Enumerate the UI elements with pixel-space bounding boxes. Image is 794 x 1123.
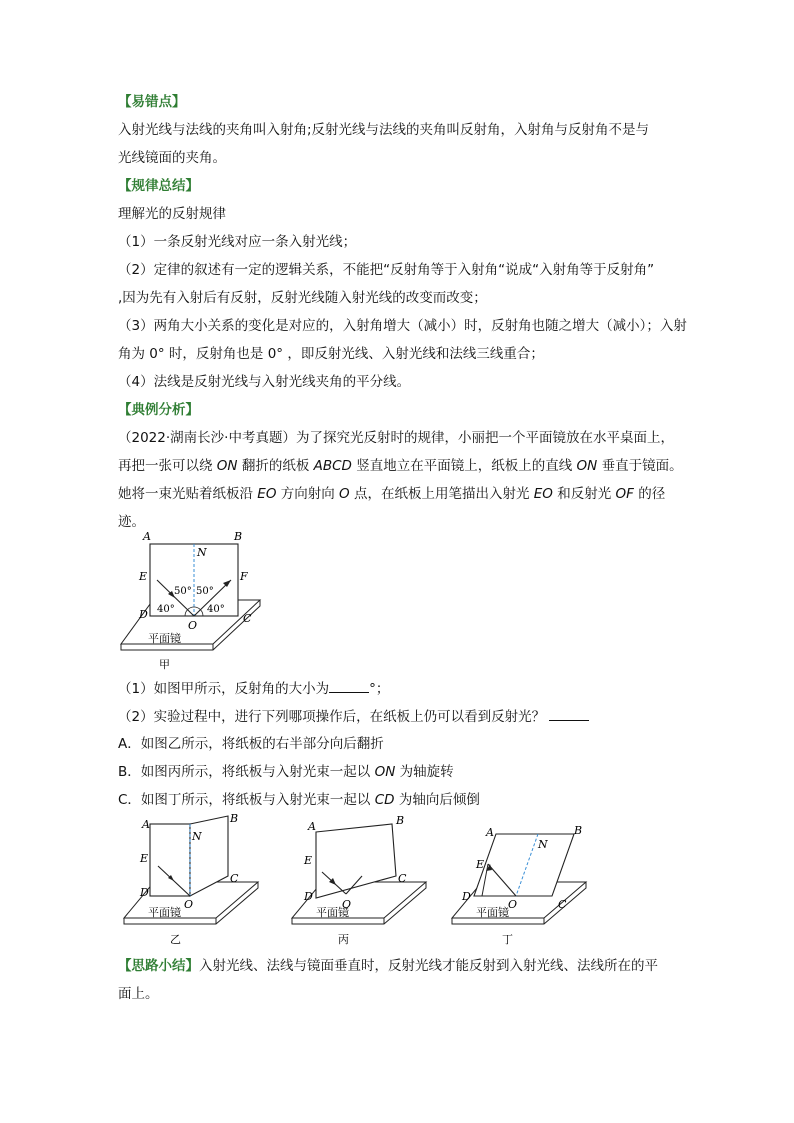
- board-left: [150, 824, 190, 896]
- label-d: D: [462, 890, 471, 903]
- answer-blank[interactable]: [549, 706, 589, 721]
- paragraph-line: （4）法线是反射光线与入射光线夹角的平分线。: [118, 374, 411, 390]
- figure-bing: [286, 812, 436, 952]
- paragraph-line: 入射光线与法线的夹角叫入射角;反射光线与法线的夹角叫反射角，入射角与反射角不是与: [118, 122, 650, 138]
- text: 为轴向后倾倒: [394, 792, 480, 808]
- label-a: A: [143, 530, 151, 543]
- text: 点，在纸板上用笔描出入射光: [349, 486, 534, 502]
- label-a: A: [142, 818, 150, 831]
- label-n: N: [197, 546, 207, 559]
- text: 再把一张可以绕: [118, 458, 217, 474]
- figure-yi: [118, 812, 268, 952]
- text: OF: [615, 486, 634, 502]
- text: EO: [533, 486, 553, 502]
- text: 的径: [633, 486, 666, 502]
- question-line: （2022·湖南长沙·中考真题）为了探究光反射时的规律，小丽把一个平面镜放在水平桌面上，: [118, 430, 674, 446]
- label-a: A: [308, 820, 316, 833]
- section-heading-summary: 【规律总结】: [118, 178, 199, 194]
- text: 翻折的纸板: [237, 458, 314, 474]
- label-o: O: [188, 619, 198, 632]
- label-b: B: [396, 814, 405, 827]
- text: 竖直地立在平面镜上，纸板上的直线: [351, 458, 577, 474]
- label-d: D: [139, 608, 148, 621]
- label-n: N: [192, 830, 202, 843]
- summary-line: 面上。: [118, 986, 159, 1002]
- angle-50-right: 50°: [196, 586, 214, 597]
- angle-40-right: 40°: [207, 604, 225, 615]
- label-b: B: [230, 812, 239, 825]
- summary-line: [118, 956, 658, 976]
- question-line: [118, 484, 665, 504]
- text: （2）实验过程中，进行下列哪项操作后，在纸板上仍可以看到反射光？: [118, 709, 546, 725]
- text: 方向射向: [276, 486, 340, 502]
- figure-ding: [446, 812, 596, 952]
- label-c: C: [558, 898, 567, 911]
- label-e: E: [304, 854, 313, 867]
- label-d: D: [140, 886, 149, 899]
- label-c: C: [230, 872, 239, 885]
- option-a: A．如图乙所示，将纸板的右半部分向后翻折: [118, 736, 384, 752]
- sub-question-2: [118, 706, 589, 727]
- option-c: [118, 790, 480, 810]
- sub-question-1: [118, 678, 389, 699]
- label-o: O: [342, 898, 352, 911]
- label-e: E: [476, 858, 485, 871]
- text: 为轴旋转: [395, 764, 454, 780]
- label-o: O: [184, 898, 194, 911]
- section-heading-example: 【典例分析】: [118, 402, 199, 418]
- text: 入射光线、法线与镜面垂直时，反射光线才能反射到入射光线、法线所在的平: [199, 958, 658, 974]
- text: 和反射光: [552, 486, 616, 502]
- label-b: B: [234, 530, 243, 543]
- angle-50-left: 50°: [174, 586, 192, 597]
- figure-jia-board: [115, 528, 275, 678]
- label-n: N: [538, 838, 548, 851]
- text: CD: [374, 792, 395, 808]
- text: ON: [216, 458, 238, 474]
- label-b: B: [574, 824, 583, 837]
- answer-blank[interactable]: [329, 678, 369, 693]
- text: （1）如图甲所示，反射角的大小为: [118, 681, 330, 697]
- mirror-label: 平面镜: [316, 906, 349, 919]
- paragraph-line: 理解光的反射规律: [118, 206, 226, 222]
- mirror-label: 平面镜: [148, 632, 181, 645]
- paragraph-line: ,因为先有入射后有反射，反射光线随入射光线的改变而改变；: [118, 290, 487, 306]
- label-c: C: [398, 872, 407, 885]
- figure-caption: 甲: [159, 658, 170, 671]
- label-d: D: [304, 890, 313, 903]
- text: EO: [257, 486, 277, 502]
- mirror-label: 平面镜: [476, 906, 509, 919]
- text: ON: [374, 764, 396, 780]
- label-c: C: [243, 612, 252, 625]
- mirror-label: 平面镜: [148, 906, 181, 919]
- section-heading-thinking: 【思路小结】: [118, 958, 199, 974]
- text: B．如图丙所示，将纸板与入射光束一起以: [118, 764, 375, 780]
- paragraph-line: 光线镜面的夹角。: [118, 150, 226, 166]
- paragraph-line: 角为 0° 时，反射角也是 0° ，即反射光线、入射光线和法线三线重合；: [118, 346, 544, 362]
- text: °；: [369, 681, 390, 697]
- label-f: F: [240, 570, 248, 583]
- paragraph-line: （3）两角大小关系的变化是对应的，入射角增大（减小）时，反射角也随之增大（减小）；入射: [118, 318, 687, 334]
- text: O: [339, 486, 350, 502]
- section-heading-mistakes: 【易错点】: [118, 94, 186, 110]
- text: C．如图丁所示，将纸板与入射光束一起以: [118, 792, 375, 808]
- question-line: [118, 456, 683, 476]
- option-b: [118, 762, 454, 782]
- figure-caption: 丙: [338, 933, 349, 946]
- text: 她将一束光贴着纸板沿: [118, 486, 258, 502]
- paragraph-line: （2）定律的叙述有一定的逻辑关系，不能把“反射角等于入射角“说成“入射角等于反射角”: [118, 262, 655, 278]
- angle-40-left: 40°: [157, 604, 175, 615]
- label-o: O: [508, 898, 518, 911]
- label-e: E: [139, 570, 148, 583]
- label-a: A: [486, 826, 494, 839]
- figure-caption: 乙: [170, 933, 181, 946]
- label-e: E: [140, 852, 149, 865]
- question-line: 迹。: [118, 514, 145, 530]
- text: ON: [576, 458, 598, 474]
- paragraph-line: （1）一条反射光线对应一条入射光线；: [118, 234, 357, 250]
- text: ABCD: [313, 458, 352, 474]
- text: 垂直于镜面。: [597, 458, 683, 474]
- figure-caption: 丁: [502, 933, 513, 946]
